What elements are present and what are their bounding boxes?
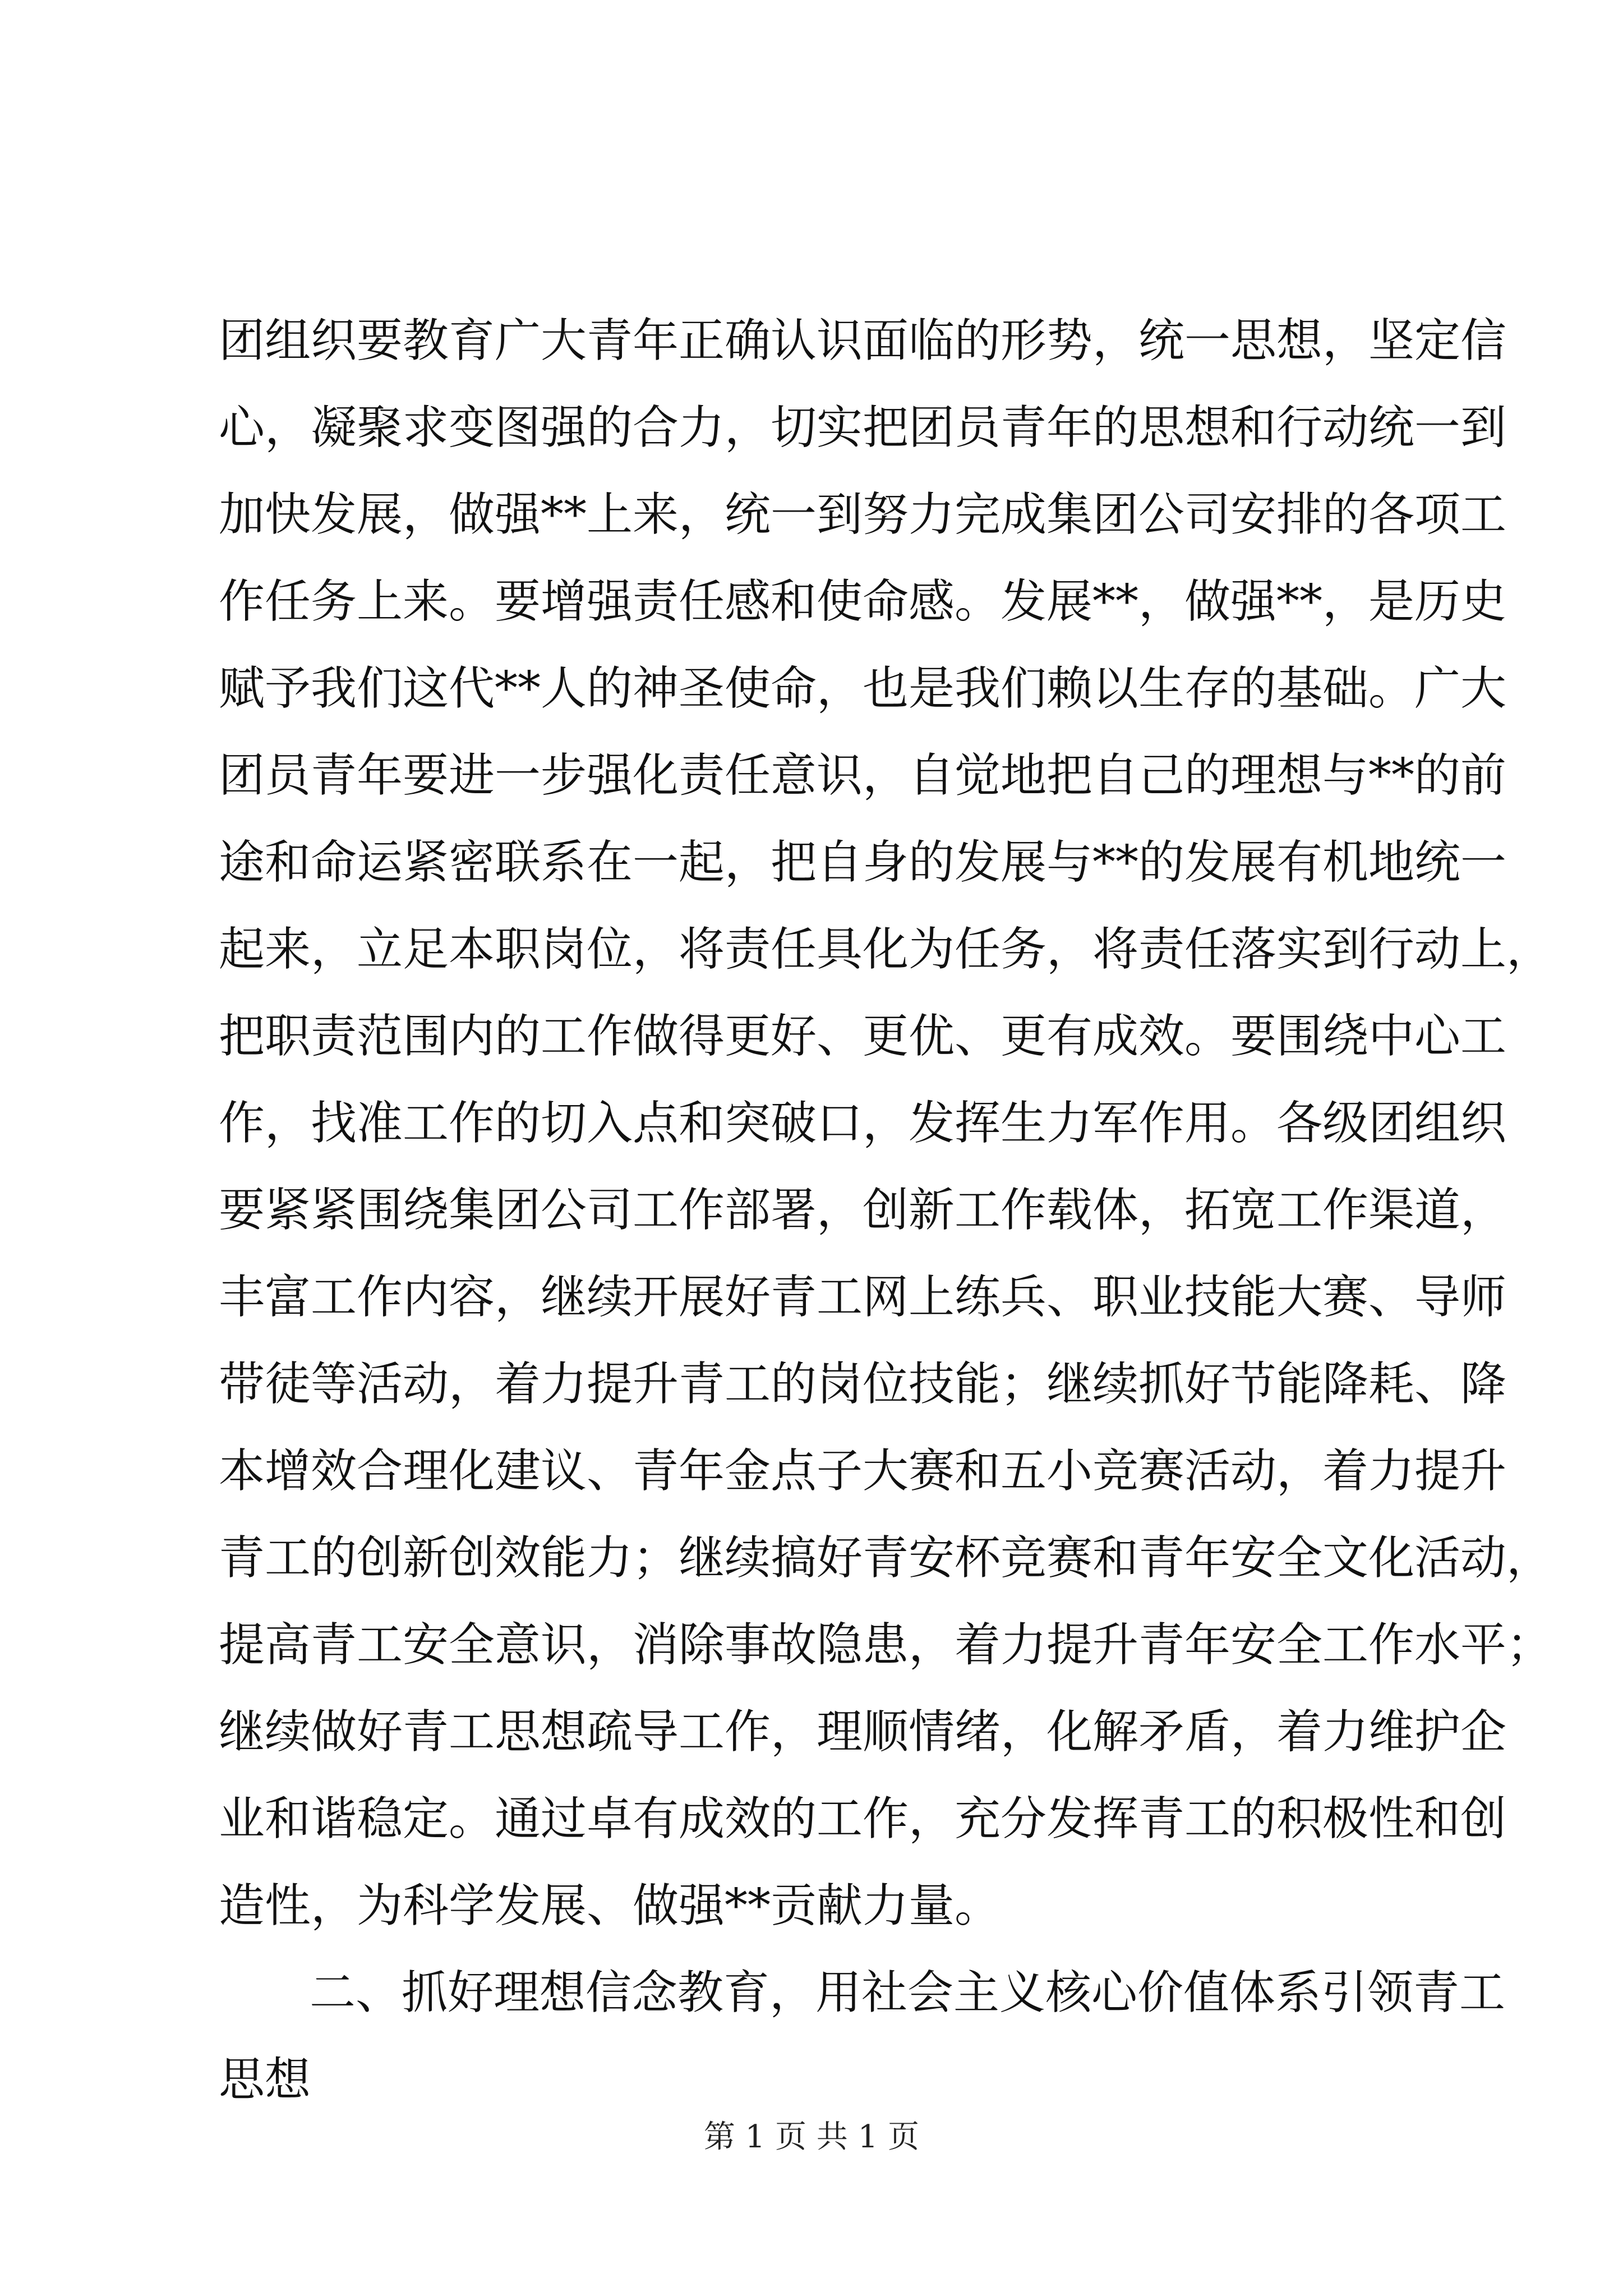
text-line: 作，找准工作的切入点和突破口，发挥生力军作用。各级团组织 (219, 1097, 1507, 1150)
text-line: 把职责范围内的工作做得更好、更优、更有成效。要围绕中心工 (219, 1010, 1507, 1063)
page-footer: 第 1 页 共 1 页 (703, 2119, 920, 2155)
text-line: 团员青年要进一步强化责任意识，自觉地把自己的理想与**的前 (219, 749, 1507, 802)
text-line: 业和谐稳定。通过卓有成效的工作，充分发挥青工的积极性和创 (219, 1792, 1507, 1846)
text-line: 心，凝聚求变图强的合力，切实把团员青年的思想和行动统一到 (219, 401, 1507, 454)
text-line: 继续做好青工思想疏导工作，理顺情绪，化解矛盾，着力维护企 (219, 1705, 1507, 1759)
text-line: 造性，为科学发展、做强**贡献力量。 (219, 1879, 1001, 1932)
text-line: 青工的创新创效能力；继续搞好青安杯竞赛和青年安全文化活动， (219, 1531, 1553, 1585)
text-line: 赋予我们这代**人的神圣使命，也是我们赖以生存的基础。广大 (219, 662, 1507, 715)
text-line: 丰富工作内容，继续开展好青工网上练兵、职业技能大赛、导师 (219, 1271, 1507, 1324)
text-line: 起来，立足本职岗位，将责任具化为任务，将责任落实到行动上， (219, 923, 1553, 976)
body-text (219, 297, 1553, 2123)
text-line: 途和命运紧密联系在一起，把自身的发展与**的发展有机地统一 (219, 836, 1507, 889)
text-line: 要紧紧围绕集团公司工作部署，创新工作载体，拓宽工作渠道， (219, 1184, 1507, 1237)
text-line: 团组织要教育广大青年正确认识面临的形势，统一思想，坚定信 (219, 314, 1507, 367)
text-line: 作任务上来。要增强责任感和使命感。发展**，做强**，是历史 (219, 575, 1507, 628)
section-heading: 二、抓好理想信念教育，用社会主义核心价值体系引领青工 (310, 1966, 1506, 2019)
text-line: 加快发展，做强**上来，统一到努力完成集团公司安排的各项工 (219, 488, 1507, 541)
section-heading-continuation: 思想 (219, 2053, 311, 2106)
text-line: 本增效合理化建议、青年金点子大赛和五小竞赛活动，着力提升 (219, 1444, 1507, 1498)
text-line: 带徒等活动，着力提升青工的岗位技能；继续抓好节能降耗、降 (219, 1358, 1507, 1411)
text-line: 提高青工安全意识，消除事故隐患，着力提升青年安全工作水平； (219, 1618, 1553, 1672)
